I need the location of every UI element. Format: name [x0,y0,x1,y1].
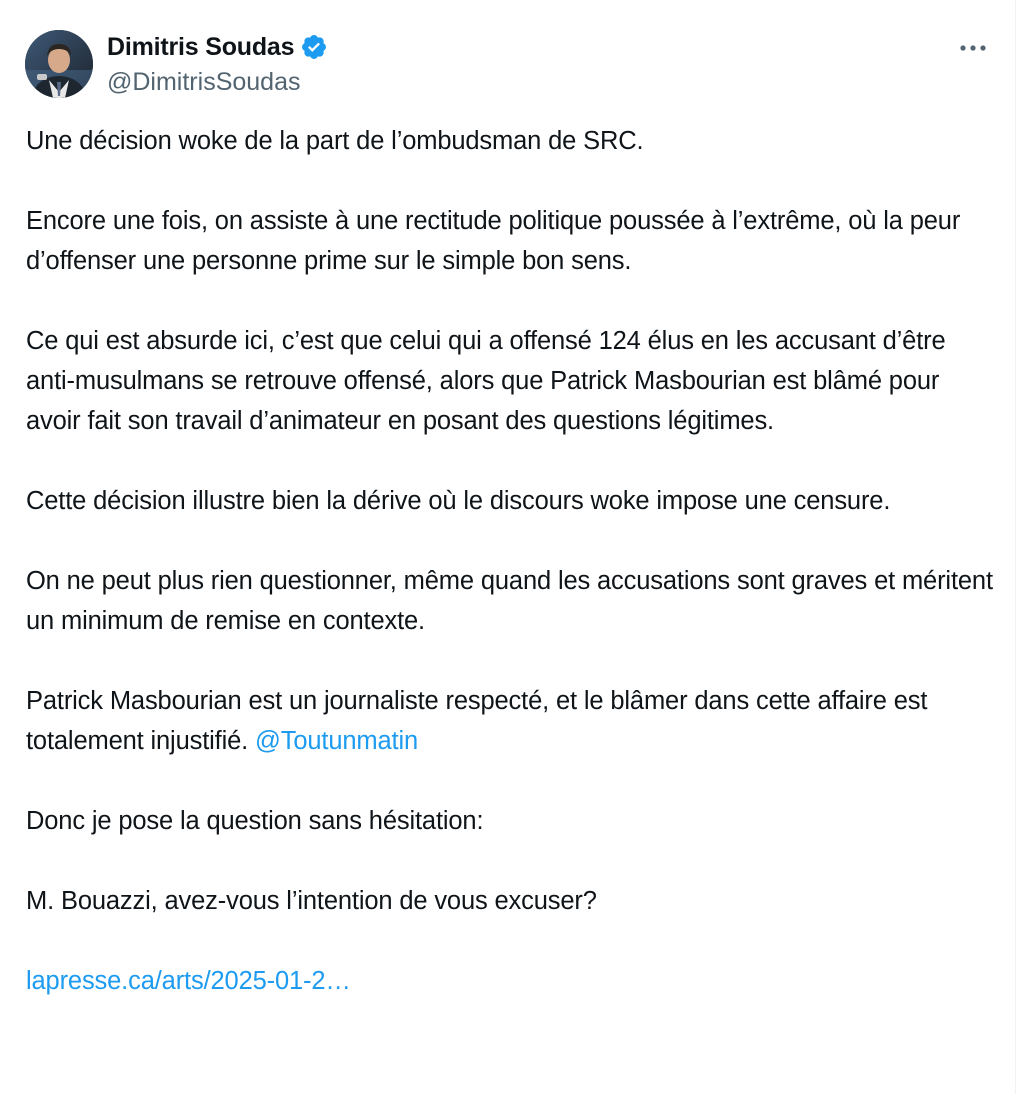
tweet-paragraph: Encore une fois, on assiste à une rectitude politique poussée à l’extrême, où la peur d’offenser une personne prime sur le simple bon sens. [26,207,961,275]
article-link[interactable]: lapresse.ca/arts/2025-01-2… [26,967,351,995]
author-display-name[interactable]: Dimitris Soudas [107,33,295,61]
tweet-paragraph: Ce qui est absurde ici, c’est que celui qui a offensé 124 élus en les accusant d’être anti-musulmans se retrouve offensé, alors que Patrick Masbourian est blâmé pour avoir fait son travail d’animateur en posant des questions légitimes. [26,327,946,435]
verified-badge-icon[interactable] [300,33,328,61]
more-options-button[interactable] [956,34,990,62]
author-name-row [107,31,328,63]
tweet-text [26,121,996,1041]
more-options-icon [959,44,987,52]
tweet-paragraph: Donc je pose la question sans hésitation: [26,807,484,835]
tweet-paragraph: M. Bouazzi, avez-vous l’intention de vous excuser? [26,887,597,915]
tweet-paragraph: Une décision woke de la part de l’ombudsman de SRC. [26,127,644,155]
author-avatar[interactable] [25,30,93,98]
author-handle[interactable]: @DimitrisSoudas [107,68,301,96]
tweet-paragraph: Cette décision illustre bien la dérive où le discours woke impose une censure. [26,487,891,515]
tweet-paragraph: On ne peut plus rien questionner, même quand les accusations sont graves et méritent un minimum de remise en contexte. [26,567,993,635]
tweet-paragraph-text: Patrick Masbourian est un journaliste respecté, et le blâmer dans cette affaire est totalement injustifié. [26,687,928,755]
tweet-paragraph [26,961,996,1001]
tweet-paragraph [26,681,996,761]
profile-photo-icon [25,30,93,98]
mention-link[interactable]: @Toutunmatin [255,727,419,755]
